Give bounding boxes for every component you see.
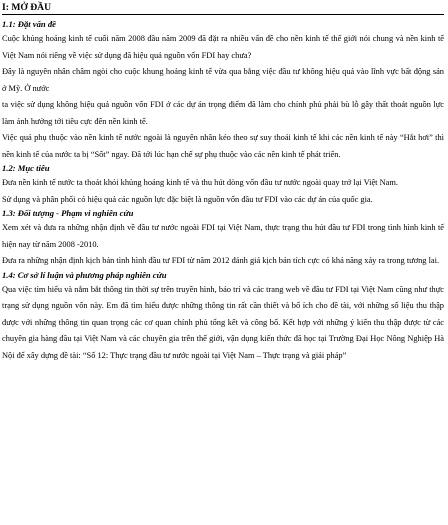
section-muc-tieu (2, 163, 444, 208)
section-heading: 1.2: Mục tiêu (2, 163, 50, 173)
section-heading: 1.1: Đặt vấn đề (2, 19, 56, 29)
paragraph: Qua việc tìm hiểu và nắm bắt thông tin thời sự trên truyền hình, báo trí và các trang web về đầu tư FDI tại Việt Nam cũng như thực trạng sử dụng nguồn vốn này. Em đã tìm hiểu được những thông tin rất cần thiết và bổ ích cho đề tài, với những số liệu thu thập được với những thông tin quan trọng các cơ quan chính phủ tổng kết và công bố. Kết hợp với những ý kiến thu thập được từ các chuyên gia hàng đầu tại Việt Nam và các chuyên gia trên thế giới, vận dụng kiến thức đã học tại Trường Đại Học Nông Nghiệp Hà Nội để xây dựng đề tài: “Số 12: Thực trạng đầu tư nước ngoài tại Việt Nam – Thực trạng và giải pháp” (2, 284, 444, 360)
title-underline (2, 14, 444, 15)
section-doi-tuong-pham-vi (2, 208, 444, 270)
paragraph: Sử dụng và phân phối có hiệu quả các nguồn lực đặc biệt là nguồn vốn đầu tư FDI vào các dự án của quốc gia. (2, 194, 373, 204)
section-heading: 1.4: Cơ sở lí luận và phương pháp nghiên cứu (2, 269, 167, 280)
document-page (2, 2, 444, 364)
paragraph: Cuộc khủng hoảng kinh tế cuối năm 2008 đầu năm 2009 đã đặt ra nhiều vấn đề cho nền kinh tế thế giới nói chung và nền kinh tế Việt Nam nói riêng về việc sử dụng đã hiệu quả nguồn vốn FDI hay chưa? (2, 34, 444, 60)
section-co-so-li-luan (2, 270, 444, 365)
paragraph: Đây là nguyên nhân châm ngòi cho cuộc khung hoảng kinh tế vừa qua bằng việc đầu tư không hiệu quả vào lĩnh vực bất động sản ở Mỹ. Ở nước (2, 67, 444, 93)
document-title: I: MỞ ĐẦU (2, 2, 52, 13)
paragraph: Xem xét và đưa ra những nhận định về đầu tư nước ngoài FDI tại Việt Nam, thực trạng thu hút đầu tư FDI trong tình hình kinh tế hiện nay từ năm 2008 -2010. (2, 223, 444, 249)
paragraph: Việc quá phụ thuộc vào nền kinh tế nước ngoài là nguyên nhân kéo theo sự suy thoái kinh tế khi các nền kinh tế này “Hắt hơi” thì nền kinh tế của nước ta bị “Sốt” ngay. Đã tới lúc hạn chế sự phụ thuộc vào các nền kinh tế phát triển. (2, 133, 444, 159)
section-dat-van-de (2, 19, 444, 163)
paragraph: ta việc sử dụng không hiệu quả nguồn vốn FDI ở các dự án trọng điểm đã làm cho chính phủ phải bù lỗ gây thất thoát nguồn lực làm ảnh hưởng tới tiêu cực đến nền kinh tế. (2, 100, 444, 126)
paragraph: Đưa ra những nhận định kịch bản tình hình đầu tư FDI từ năm 2012 đánh giá kịch bản tích cực có khả năng xảy ra trong tương lai. (2, 256, 440, 265)
section-heading: 1.3: Đối tượng - Phạm vi nghiên cứu (2, 208, 134, 218)
paragraph: Đưa nền kinh tế nước ta thoát khỏi khủng hoảng kinh tế và thu hút dòng vốn đầu tư nước ngoài quay trở lại Việt Nam. (2, 178, 398, 187)
